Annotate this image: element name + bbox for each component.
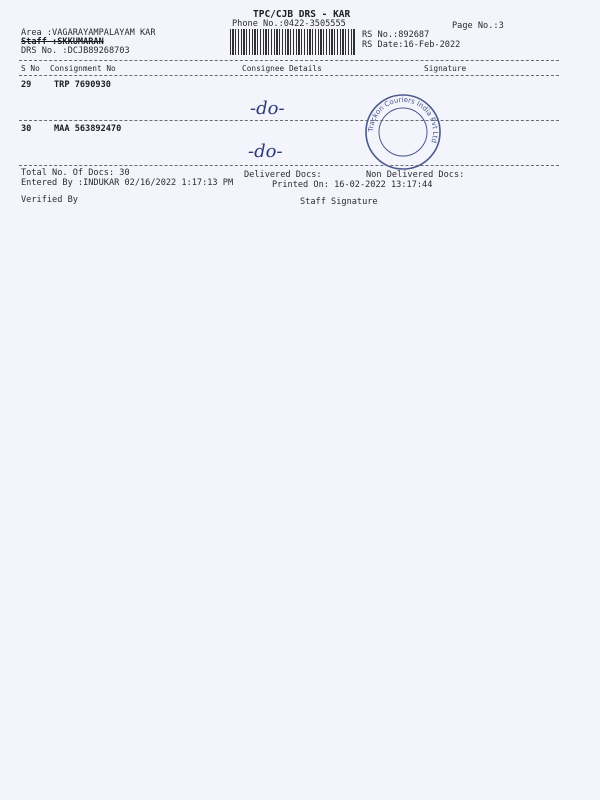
staff-signature: Staff Signature (300, 197, 378, 207)
drs-number: DRS No. :DCJB89268703 (21, 46, 130, 56)
svg-text:Trackon Couriers India Pvt Ltd: Trackon Couriers India Pvt Ltd (366, 95, 440, 144)
document-title: TPC/CJB DRS - KAR (253, 9, 351, 20)
handwritten-ditto (240, 138, 320, 168)
printed-on: Printed On: 16-02-2022 13:17:44 (272, 180, 433, 190)
barcode (230, 29, 356, 55)
rs-date: RS Date:16-Feb-2022 (362, 40, 461, 50)
row-consignment-no: TRP 7690930 (54, 80, 111, 90)
divider (19, 75, 559, 76)
entered-by: Entered By :INDUKAR 02/16/2022 1:17:13 PM (21, 178, 234, 188)
col-sno: S No (21, 64, 40, 73)
divider (19, 165, 559, 166)
divider (19, 120, 559, 121)
col-consignment: Consignment No (50, 64, 116, 73)
verified-by: Verified By (21, 195, 78, 205)
row-sno: 29 (21, 80, 32, 90)
svg-text:-do-: -do- (248, 141, 283, 162)
total-docs: Total No. Of Docs: 30 (21, 168, 130, 178)
row-sno: 30 (21, 124, 32, 134)
non-delivered-docs: Non Delivered Docs: (366, 170, 465, 180)
rs-number: RS No.:892687 (362, 30, 430, 40)
staff-label: Staff :SKKUMARAN (21, 37, 104, 47)
svg-text:-do-: -do- (250, 98, 285, 119)
divider (19, 60, 559, 61)
phone-number: Phone No.:0422-3505555 (232, 19, 346, 29)
col-consignee: Consignee Details (242, 64, 322, 73)
col-signature: Signature (424, 64, 467, 73)
area-label: Area :VAGARAYAMPALAYAM KAR (21, 28, 156, 38)
page-number: Page No.:3 (452, 21, 504, 31)
company-stamp (363, 92, 443, 172)
row-consignment-no: MAA 563892470 (54, 124, 122, 134)
delivered-docs: Delivered Docs: (244, 170, 322, 180)
